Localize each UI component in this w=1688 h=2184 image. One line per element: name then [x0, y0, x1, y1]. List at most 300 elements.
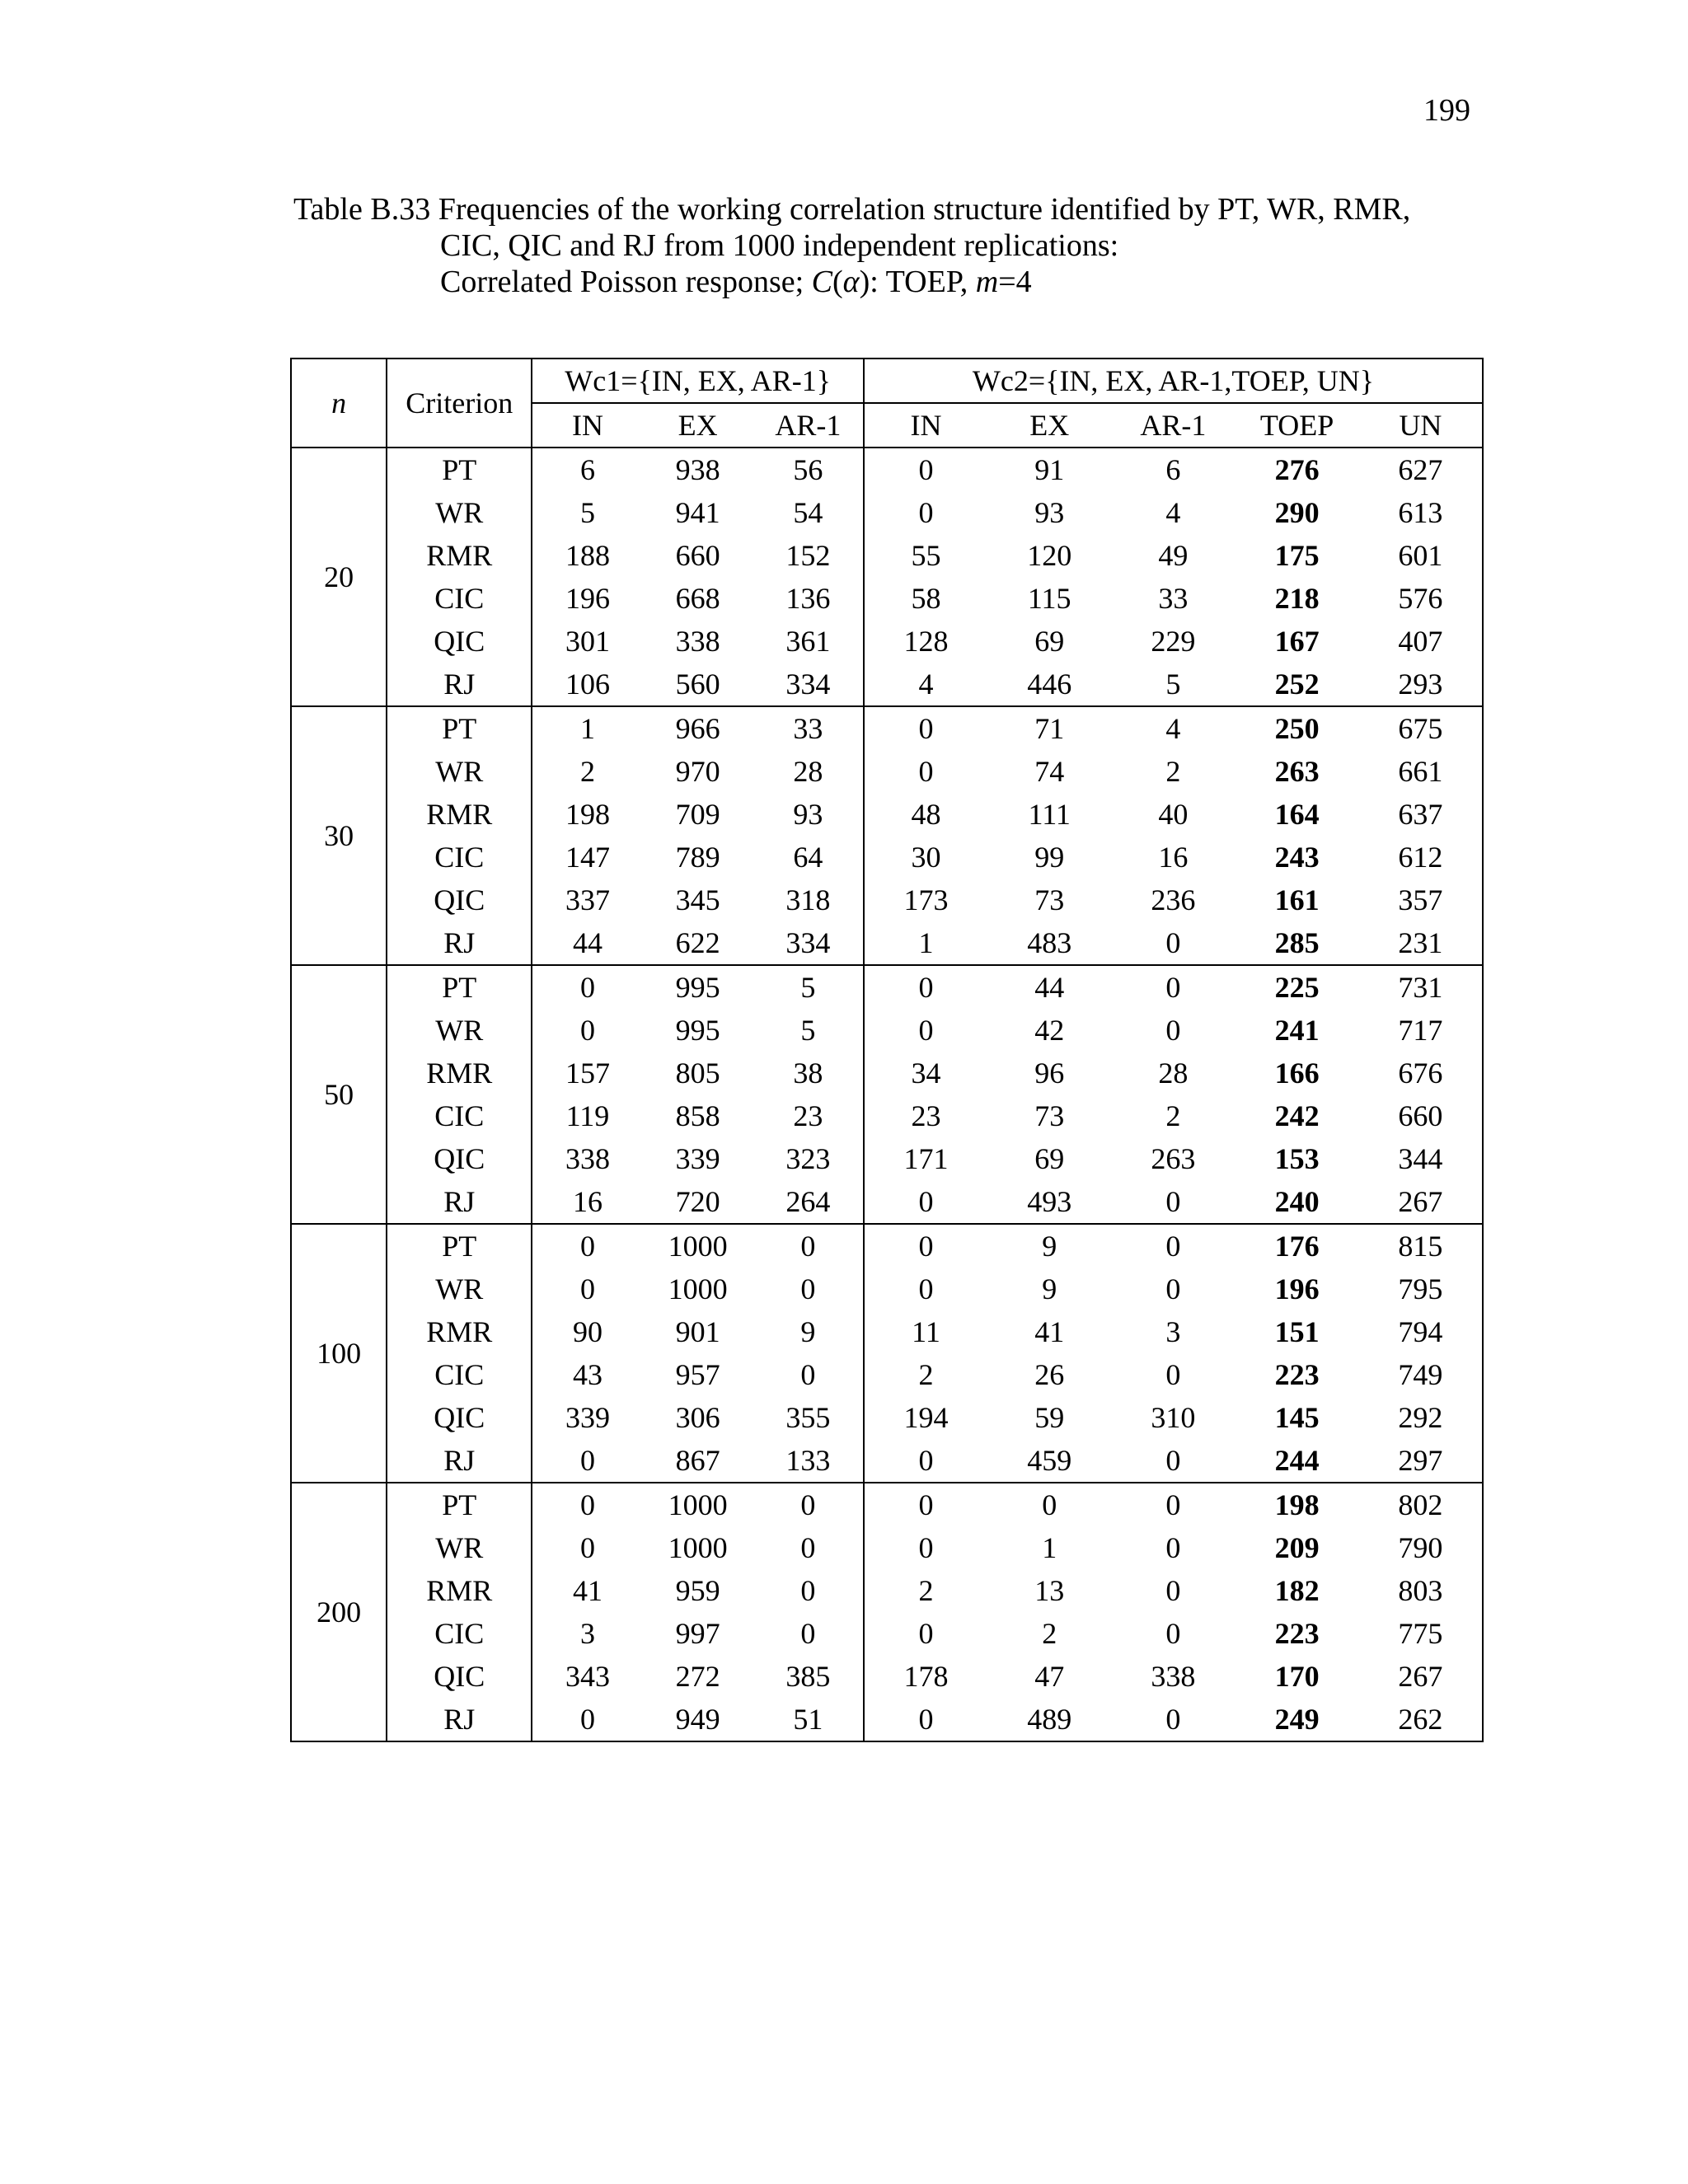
criterion-cell: RMR [387, 1569, 532, 1612]
wc1-value-cell: 157 [565, 1057, 610, 1090]
wc2-value-cell: 9 [987, 1224, 1111, 1268]
wc2-toep-value-cell: 241 [1274, 1014, 1320, 1047]
wc2-value-cell: 4 [1165, 496, 1181, 529]
wc1-value-cell: 0 [579, 1272, 595, 1305]
wc1-value-cell: 198 [565, 798, 610, 831]
caption-c-symbol: C [811, 265, 833, 299]
wc2-toep-value-cell: 225 [1235, 965, 1358, 1009]
wc2-value-cell: 99 [1034, 841, 1065, 874]
wc2-value-cell: 34 [911, 1057, 941, 1090]
wc2-value-cell: 3 [1165, 1315, 1181, 1348]
wc2-value-cell: 5 [1165, 668, 1181, 701]
wc2-value-cell: 13 [1034, 1574, 1065, 1607]
wc2-toep-value-cell: 198 [1235, 1483, 1358, 1526]
wc2-value-cell: 120 [1027, 539, 1072, 572]
table-row [291, 491, 1483, 534]
wc2-toep-value-cell: 263 [1274, 755, 1320, 788]
wc1-value-cell: 323 [753, 1137, 864, 1180]
wc1-value-cell: 970 [675, 755, 720, 788]
wc2-value-cell: 69 [1034, 625, 1065, 658]
wc2-value-cell: 26 [1034, 1358, 1065, 1391]
table-caption [293, 191, 1497, 300]
wc1-value-cell: 660 [675, 539, 720, 572]
wc2-value-cell: 775 [1398, 1617, 1443, 1650]
page-number: 199 [1423, 93, 1470, 128]
wc2-toep-value-cell: 151 [1274, 1315, 1320, 1348]
wc2-toep-value-cell: 209 [1274, 1531, 1320, 1564]
wc2-toep-value-cell: 242 [1274, 1099, 1320, 1132]
wc2-value-cell: 111 [1028, 798, 1071, 831]
wc1-value-cell: 0 [532, 965, 642, 1009]
table-row [291, 1310, 1483, 1353]
table-row [291, 1439, 1483, 1483]
table-row [291, 1612, 1483, 1655]
wc2-value-cell: 2 [918, 1574, 934, 1607]
wc1-value-cell: 385 [753, 1655, 864, 1698]
criterion-cell: PT [387, 1483, 532, 1526]
sample-size-cell: 20 [291, 448, 387, 706]
wc1-value-cell: 306 [675, 1401, 720, 1434]
wc1-value-cell: 3 [579, 1617, 595, 1650]
wc2-toep-value-cell: 161 [1274, 883, 1320, 916]
criterion-cell: RJ [387, 1439, 532, 1483]
wc2-value-cell: 91 [1034, 453, 1065, 486]
wc1-value-cell: 1000 [643, 1224, 753, 1268]
wc1-value-cell: 93 [753, 793, 864, 836]
wc1-value-cell: 709 [675, 798, 720, 831]
wc1-value-cell: 0 [532, 1483, 642, 1526]
wc2-value-cell: 11 [912, 1315, 940, 1348]
wc2-value-cell: 407 [1398, 625, 1443, 658]
wc2-value-cell: 493 [1027, 1185, 1072, 1218]
caption-line-2: CIC, QIC and RJ from 1000 independent replications: [440, 228, 1119, 263]
wc2-value-cell: 612 [1398, 841, 1443, 874]
wc1-value-cell: 2 [579, 755, 595, 788]
wc1-value-cell: 1000 [643, 1483, 753, 1526]
wc2-value-cell: 446 [1027, 668, 1072, 701]
wc2-value-cell: 0 [1111, 1224, 1235, 1268]
caption-alpha-symbol: α [842, 265, 860, 299]
wc2-value-cell: 73 [1034, 1099, 1065, 1132]
wc2-value-cell: 267 [1398, 1185, 1443, 1218]
wc1-value-cell: 720 [675, 1185, 720, 1218]
wc2-value-cell: 803 [1398, 1574, 1443, 1607]
wc1-value-cell: 16 [572, 1185, 603, 1218]
wc1-value-cell: 334 [753, 921, 864, 965]
wc1-value-cell: 345 [675, 883, 720, 916]
wc2-value-cell: 627 [1398, 453, 1443, 486]
wc2-value-cell: 115 [1027, 582, 1071, 615]
wc1-value-cell: 64 [753, 836, 864, 879]
wc2-toep-value-cell: 240 [1274, 1185, 1320, 1218]
wc2-value-cell: 0 [918, 1014, 934, 1047]
table-row [291, 879, 1483, 921]
wc2-toep-value-cell: 167 [1274, 625, 1320, 658]
caption-line-3-suffix: =4 [998, 265, 1032, 299]
wc2-value-cell: 815 [1359, 1224, 1483, 1268]
table-row [291, 750, 1483, 793]
wc1-value-cell: 337 [565, 883, 610, 916]
subheader-wc1-ar-1: AR-1 [753, 403, 864, 448]
wc2-value-cell: 1 [1042, 1531, 1057, 1564]
criterion-cell: CIC [387, 577, 532, 620]
wc2-toep-value-cell: 153 [1274, 1142, 1320, 1175]
wc1-value-cell: 51 [753, 1698, 864, 1741]
wc2-toep-value-cell: 249 [1274, 1703, 1320, 1736]
frequency-table [290, 358, 1484, 1742]
wc2-value-cell: 231 [1398, 926, 1443, 959]
wc2-value-cell: 676 [1398, 1057, 1443, 1090]
wc1-value-cell: 28 [753, 750, 864, 793]
table-row [291, 1180, 1483, 1224]
criterion-cell: CIC [387, 1094, 532, 1137]
wc2-value-cell: 267 [1398, 1660, 1443, 1693]
wc2-value-cell: 42 [1034, 1014, 1065, 1047]
wc2-value-cell: 794 [1398, 1315, 1443, 1348]
wc2-value-cell: 660 [1398, 1099, 1443, 1132]
caption-line-1: Table B.33 Frequencies of the working correlation structure identified by PT, WR, RMR, [293, 192, 1411, 227]
wc2-value-cell: 0 [864, 965, 987, 1009]
wc1-value-cell: 106 [565, 668, 610, 701]
criterion-cell: RJ [387, 921, 532, 965]
wc2-value-cell: 4 [1111, 706, 1235, 750]
wc2-toep-value-cell: 223 [1274, 1358, 1320, 1391]
wc2-value-cell: 0 [918, 1703, 934, 1736]
wc1-value-cell: 318 [753, 879, 864, 921]
wc2-value-cell: 675 [1359, 706, 1483, 750]
criterion-cell: RJ [387, 663, 532, 706]
wc1-value-cell: 995 [643, 965, 753, 1009]
wc2-value-cell: 2 [1165, 755, 1181, 788]
wc2-value-cell: 44 [987, 965, 1111, 1009]
wc2-value-cell: 731 [1359, 965, 1483, 1009]
wc2-toep-value-cell: 244 [1274, 1444, 1320, 1477]
wc2-value-cell: 49 [1158, 539, 1189, 572]
wc1-value-cell: 339 [565, 1401, 610, 1434]
wc2-value-cell: 28 [1158, 1057, 1189, 1090]
wc2-value-cell: 0 [1165, 1531, 1181, 1564]
header-criterion: Criterion [387, 359, 532, 448]
table-row [291, 1396, 1483, 1439]
wc2-value-cell: 790 [1398, 1531, 1443, 1564]
wc1-value-cell: 23 [753, 1094, 864, 1137]
wc2-value-cell: 4 [918, 668, 934, 701]
wc2-value-cell: 0 [864, 1224, 987, 1268]
wc1-value-cell: 0 [753, 1526, 864, 1569]
wc2-value-cell: 0 [918, 1531, 934, 1564]
table-row [291, 1526, 1483, 1569]
wc2-value-cell: 23 [911, 1099, 941, 1132]
wc2-value-cell: 2 [1042, 1617, 1057, 1650]
wc2-value-cell: 0 [864, 706, 987, 750]
wc1-value-cell: 0 [579, 1531, 595, 1564]
wc1-value-cell: 339 [675, 1142, 720, 1175]
wc2-value-cell: 40 [1158, 798, 1189, 831]
criterion-cell: RMR [387, 1052, 532, 1094]
wc1-value-cell: 901 [675, 1315, 720, 1348]
wc2-value-cell: 178 [903, 1660, 949, 1693]
wc1-value-cell: 941 [675, 496, 720, 529]
wc2-value-cell: 0 [1165, 1703, 1181, 1736]
wc2-toep-value-cell: 285 [1274, 926, 1320, 959]
wc1-value-cell: 355 [753, 1396, 864, 1439]
wc2-value-cell: 0 [1165, 1014, 1181, 1047]
wc1-value-cell: 44 [572, 926, 603, 959]
wc1-value-cell: 5 [753, 965, 864, 1009]
wc2-value-cell: 717 [1398, 1014, 1443, 1047]
table-row [291, 1698, 1483, 1741]
wc1-value-cell: 136 [753, 577, 864, 620]
wc2-value-cell: 2 [918, 1358, 934, 1391]
sample-size-cell: 30 [291, 706, 387, 965]
caption-line-3-prefix: Correlated Poisson response; [440, 265, 812, 299]
wc2-value-cell: 236 [1151, 883, 1196, 916]
wc1-value-cell: 133 [753, 1439, 864, 1483]
wc1-value-cell: 301 [565, 625, 610, 658]
wc1-value-cell: 119 [565, 1099, 610, 1132]
wc1-value-cell: 867 [675, 1444, 720, 1477]
table-row [291, 1052, 1483, 1094]
subheader-wc1-in: IN [532, 403, 642, 448]
wc2-value-cell: 33 [1158, 582, 1189, 615]
criterion-cell: WR [387, 750, 532, 793]
wc1-value-cell: 622 [675, 926, 720, 959]
criterion-cell: PT [387, 1224, 532, 1268]
wc2-value-cell: 483 [1027, 926, 1072, 959]
wc1-value-cell: 0 [753, 1224, 864, 1268]
wc1-value-cell: 668 [675, 582, 720, 615]
wc2-value-cell: 802 [1359, 1483, 1483, 1526]
wc1-value-cell: 938 [675, 453, 720, 486]
wc2-value-cell: 459 [1027, 1444, 1072, 1477]
sample-size-cell: 100 [291, 1224, 387, 1483]
wc1-value-cell: 54 [753, 491, 864, 534]
wc1-value-cell: 43 [572, 1358, 603, 1391]
wc1-value-cell: 995 [675, 1014, 720, 1047]
wc2-value-cell: 292 [1398, 1401, 1443, 1434]
table-row [291, 965, 1483, 1009]
wc2-toep-value-cell: 223 [1274, 1617, 1320, 1650]
table-row [291, 1009, 1483, 1052]
wc1-value-cell: 0 [532, 1224, 642, 1268]
wc2-toep-value-cell: 170 [1274, 1660, 1320, 1693]
subheader-wc2-un: UN [1359, 403, 1483, 448]
criterion-cell: RJ [387, 1180, 532, 1224]
criterion-cell: RMR [387, 793, 532, 836]
wc2-value-cell: 0 [1111, 965, 1235, 1009]
table-row [291, 1094, 1483, 1137]
table-row [291, 793, 1483, 836]
criterion-cell: PT [387, 448, 532, 491]
wc2-value-cell: 613 [1398, 496, 1443, 529]
wc2-value-cell: 194 [903, 1401, 949, 1434]
wc1-value-cell: 560 [675, 668, 720, 701]
subheader-wc2-toep: TOEP [1235, 403, 1358, 448]
wc1-value-cell: 147 [565, 841, 610, 874]
wc2-value-cell: 96 [1034, 1057, 1065, 1090]
subheader-wc1-ex: EX [643, 403, 753, 448]
wc2-value-cell: 71 [987, 706, 1111, 750]
wc2-toep-value-cell: 164 [1274, 798, 1320, 831]
wc2-value-cell: 0 [1111, 1483, 1235, 1526]
wc1-value-cell: 805 [675, 1057, 720, 1090]
wc2-value-cell: 74 [1034, 755, 1065, 788]
wc2-value-cell: 73 [1034, 883, 1065, 916]
table-row [291, 921, 1483, 965]
criterion-cell: WR [387, 1526, 532, 1569]
subheader-wc2-ex: EX [987, 403, 1111, 448]
wc2-toep-value-cell: 175 [1274, 539, 1320, 572]
criterion-cell: QIC [387, 1396, 532, 1439]
wc1-value-cell: 264 [753, 1180, 864, 1224]
caption-line-3-mid: ): TOEP, [859, 265, 976, 299]
wc1-value-cell: 5 [579, 496, 595, 529]
wc2-value-cell: 489 [1027, 1703, 1072, 1736]
wc2-value-cell: 0 [864, 1483, 987, 1526]
wc2-value-cell: 9 [1042, 1272, 1057, 1305]
criterion-cell: RJ [387, 1698, 532, 1741]
wc1-value-cell: 338 [675, 625, 720, 658]
wc2-toep-value-cell: 176 [1235, 1224, 1358, 1268]
wc1-value-cell: 338 [565, 1142, 610, 1175]
table-row [291, 836, 1483, 879]
table-row [291, 1483, 1483, 1526]
wc2-value-cell: 0 [1165, 1358, 1181, 1391]
wc2-value-cell: 0 [918, 1444, 934, 1477]
wc1-value-cell: 41 [572, 1574, 603, 1607]
wc1-value-cell: 152 [753, 534, 864, 577]
wc1-value-cell: 997 [675, 1617, 720, 1650]
table-row [291, 1268, 1483, 1310]
wc1-value-cell: 334 [753, 663, 864, 706]
table-row [291, 620, 1483, 663]
wc2-value-cell: 229 [1151, 625, 1196, 658]
wc2-value-cell: 93 [1034, 496, 1065, 529]
wc2-value-cell: 262 [1398, 1703, 1443, 1736]
wc1-value-cell: 90 [572, 1315, 603, 1348]
wc1-value-cell: 0 [753, 1268, 864, 1310]
table-row [291, 1137, 1483, 1180]
sample-size-cell: 50 [291, 965, 387, 1224]
wc2-value-cell: 0 [1165, 926, 1181, 959]
table-row [291, 448, 1483, 491]
wc1-value-cell: 188 [565, 539, 610, 572]
wc1-value-cell: 361 [753, 620, 864, 663]
wc2-value-cell: 41 [1034, 1315, 1065, 1348]
wc1-value-cell: 0 [753, 1353, 864, 1396]
criterion-cell: WR [387, 491, 532, 534]
criterion-cell: QIC [387, 1655, 532, 1698]
table-row [291, 577, 1483, 620]
wc2-value-cell: 0 [1165, 1617, 1181, 1650]
wc2-value-cell: 171 [903, 1142, 949, 1175]
table-row [291, 1569, 1483, 1612]
wc2-toep-value-cell: 218 [1274, 582, 1320, 615]
wc1-value-cell: 1000 [668, 1531, 728, 1564]
table-row [291, 1224, 1483, 1268]
wc2-value-cell: 1 [918, 926, 934, 959]
table-row [291, 706, 1483, 750]
criterion-cell: CIC [387, 1612, 532, 1655]
caption-line-3 [293, 264, 1497, 300]
wc2-value-cell: 0 [918, 755, 934, 788]
header-wc2: Wc2={IN, EX, AR-1,TOEP, UN} [864, 359, 1483, 403]
criterion-cell: PT [387, 706, 532, 750]
wc1-value-cell: 33 [753, 706, 864, 750]
wc2-value-cell: 795 [1398, 1272, 1443, 1305]
wc1-value-cell: 272 [675, 1660, 720, 1693]
wc1-value-cell: 959 [675, 1574, 720, 1607]
wc2-value-cell: 263 [1151, 1142, 1196, 1175]
wc2-value-cell: 128 [903, 625, 949, 658]
wc1-value-cell: 6 [579, 453, 595, 486]
wc2-value-cell: 69 [1034, 1142, 1065, 1175]
wc1-value-cell: 966 [643, 706, 753, 750]
wc2-toep-value-cell: 145 [1274, 1401, 1320, 1434]
wc2-value-cell: 357 [1398, 883, 1443, 916]
criterion-cell: CIC [387, 836, 532, 879]
criterion-cell: QIC [387, 1137, 532, 1180]
wc1-value-cell: 0 [579, 1703, 595, 1736]
wc1-value-cell: 38 [753, 1052, 864, 1094]
wc2-toep-value-cell: 276 [1274, 453, 1320, 486]
wc2-value-cell: 344 [1398, 1142, 1443, 1175]
wc1-value-cell: 0 [579, 1444, 595, 1477]
wc1-value-cell: 0 [753, 1612, 864, 1655]
wc2-value-cell: 0 [918, 453, 934, 486]
wc2-value-cell: 16 [1158, 841, 1189, 874]
wc1-value-cell: 949 [675, 1703, 720, 1736]
header-n: n [291, 359, 387, 448]
wc1-value-cell: 343 [565, 1660, 610, 1693]
wc2-value-cell: 0 [1165, 1444, 1181, 1477]
wc2-toep-value-cell: 250 [1235, 706, 1358, 750]
wc2-value-cell: 297 [1398, 1444, 1443, 1477]
criterion-cell: WR [387, 1268, 532, 1310]
wc1-value-cell: 196 [565, 582, 610, 615]
wc2-toep-value-cell: 182 [1274, 1574, 1320, 1607]
caption-paren-open: ( [832, 265, 843, 299]
wc2-value-cell: 310 [1151, 1401, 1196, 1434]
wc2-value-cell: 576 [1398, 582, 1443, 615]
wc2-value-cell: 0 [987, 1483, 1111, 1526]
criterion-cell: QIC [387, 620, 532, 663]
wc2-value-cell: 0 [918, 1617, 934, 1650]
wc2-value-cell: 0 [1165, 1185, 1181, 1218]
wc2-toep-value-cell: 196 [1274, 1272, 1320, 1305]
wc2-value-cell: 0 [918, 1185, 934, 1218]
wc2-value-cell: 0 [918, 496, 934, 529]
wc2-value-cell: 0 [918, 1272, 934, 1305]
sample-size-cell: 200 [291, 1483, 387, 1741]
subheader-wc2-in: IN [864, 403, 987, 448]
wc1-value-cell: 1 [532, 706, 642, 750]
criterion-cell: CIC [387, 1353, 532, 1396]
subheader-wc2-ar-1: AR-1 [1111, 403, 1235, 448]
wc1-value-cell: 0 [753, 1483, 864, 1526]
wc2-toep-value-cell: 290 [1274, 496, 1320, 529]
wc1-value-cell: 0 [579, 1014, 595, 1047]
table-row [291, 1655, 1483, 1698]
wc2-value-cell: 601 [1398, 539, 1443, 572]
wc2-value-cell: 338 [1151, 1660, 1196, 1693]
wc2-value-cell: 661 [1398, 755, 1443, 788]
wc2-value-cell: 749 [1398, 1358, 1443, 1391]
wc1-value-cell: 0 [753, 1569, 864, 1612]
caption-m-symbol: m [975, 265, 999, 299]
criterion-cell: PT [387, 965, 532, 1009]
wc2-value-cell: 0 [1165, 1574, 1181, 1607]
